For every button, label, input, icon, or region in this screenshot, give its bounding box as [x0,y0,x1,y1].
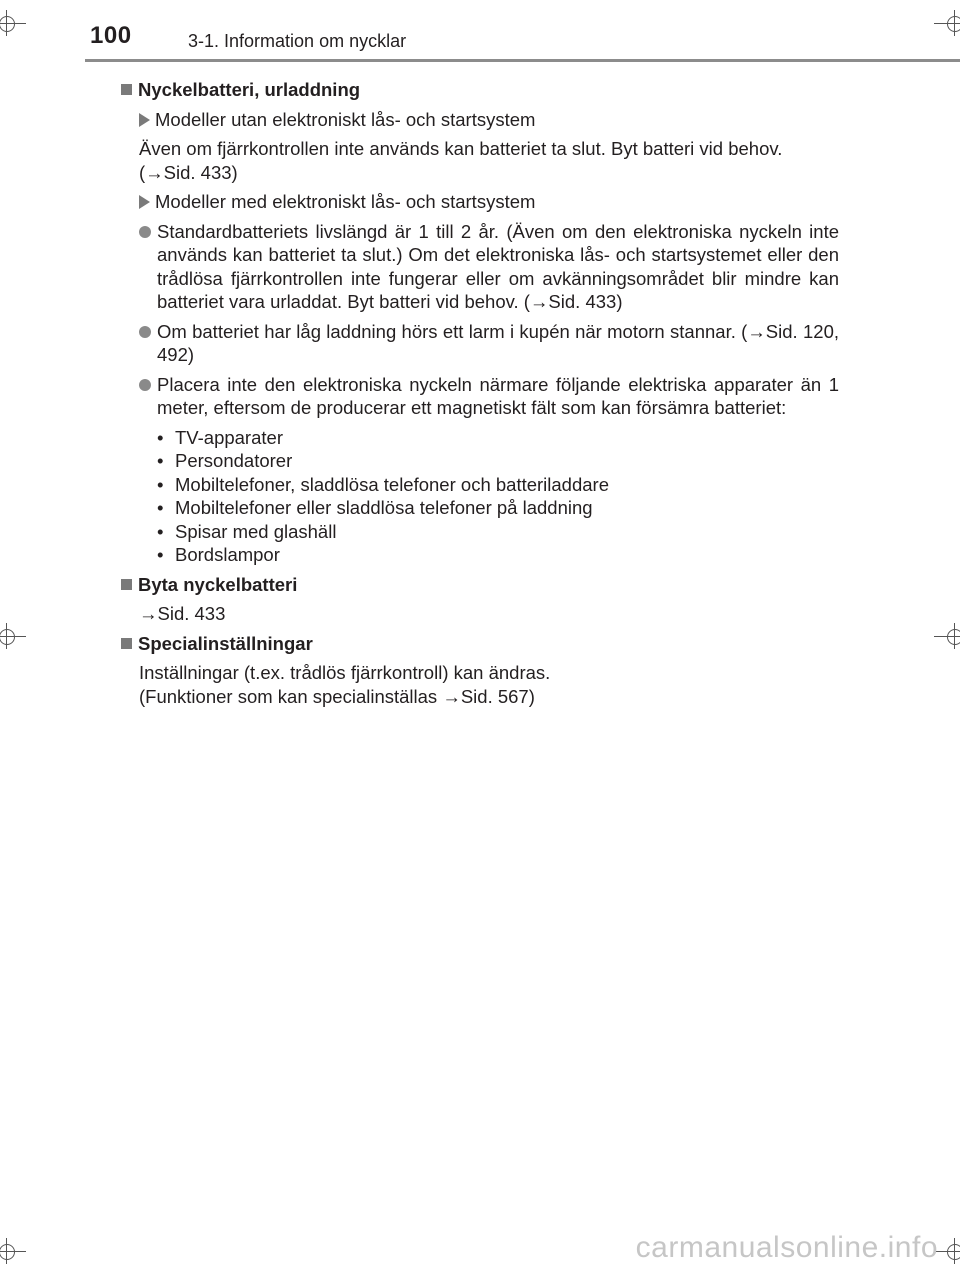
section-heading-text: Byta nyckelbatteri [138,573,298,595]
watermark: carmanualsonline.info [635,1231,938,1264]
bullet-item [121,373,839,420]
list-item: • Persondatorer [157,450,293,471]
triangle-bullet-icon [139,113,150,127]
crop-mark-circle [947,629,960,645]
square-bullet-icon [121,638,132,649]
bullet-text: Placera inte den elektroniska nyckeln närmare följande elektriska apparater än 1 meter, eftersom de producerar ett magnetiskt fält som kan försämra batteriet: [157,373,839,418]
subheading-text: Modeller utan elektroniskt lås- och startsystem [155,108,536,130]
circle-bullet-icon [139,379,151,391]
bullet-dot-icon: • [157,450,164,471]
section-heading-battery [121,78,839,102]
crop-mark-circle [0,16,15,32]
list-item: • Mobiltelefoner, sladdlösa telefoner och batteriladdare [157,473,610,495]
section-heading-custom [121,632,839,656]
section-heading-replace [121,573,839,597]
header-rule [85,59,960,62]
subheading-text: Modeller med elektroniskt lås- och startsystem [155,191,536,212]
device-list [121,426,839,567]
page-content [121,72,839,708]
crop-mark-circle [0,629,15,645]
bullet-dot-icon: • [157,426,164,448]
text-line: (Funktioner som kan specialinställas →Sid. 567) [139,685,535,707]
page-number: 100 [90,22,132,49]
model-subheading [121,190,839,214]
page-reference: →Sid. 433 [139,603,226,624]
bullet-dot-icon: • [157,544,164,565]
list-item: • Bordslampor [157,544,280,565]
crop-mark-circle [0,1244,15,1260]
crop-mark-circle [947,16,960,32]
paragraph: Även om fjärrkontrollen inte används kan batteriet ta slut. Byt batteri vid behov. (→Sid. 433) [139,138,783,183]
paragraph [121,661,839,708]
list-item: • Spisar med glashäll [157,520,337,542]
bullet-text: Standardbatteriets livslängd är 1 till 2 år. (Även om den elektroniska nyckeln inte används kan batteriet ta slut.) Om det elektroniska lås- och startsystemet eller den trådlösa fjärrkontrollen inte fungerar eller om avkänningsområdet blir mindre kan batteriet vara urladdat. Byt batteri vid behov. (→Sid. 433) [157,220,839,312]
crop-mark-circle [947,1244,960,1260]
square-bullet-icon [121,84,132,95]
text-line: Inställningar (t.ex. trådlös fjärrkontroll) kan ändras. [139,662,551,683]
bullet-item [121,220,839,314]
bullet-item [121,320,839,367]
square-bullet-icon [121,579,132,590]
circle-bullet-icon [139,226,151,238]
circle-bullet-icon [139,326,151,338]
bullet-text: Om batteriet har låg laddning hörs ett larm i kupén när motorn stannar. (→Sid. 120, 492) [157,320,839,365]
triangle-bullet-icon [139,195,150,209]
section-heading-text: Specialinställningar [138,632,313,654]
list-item: • TV-apparater [157,426,283,448]
section-heading-text: Nyckelbatteri, urladdning [138,79,361,100]
chapter-title: 3-1. Information om nycklar [188,31,407,51]
model-subheading [121,108,839,132]
bullet-dot-icon: • [157,520,164,542]
bullet-dot-icon: • [157,473,164,495]
bullet-dot-icon: • [157,497,164,518]
list-item: • Mobiltelefoner eller sladdlösa telefoner på laddning [157,497,593,518]
